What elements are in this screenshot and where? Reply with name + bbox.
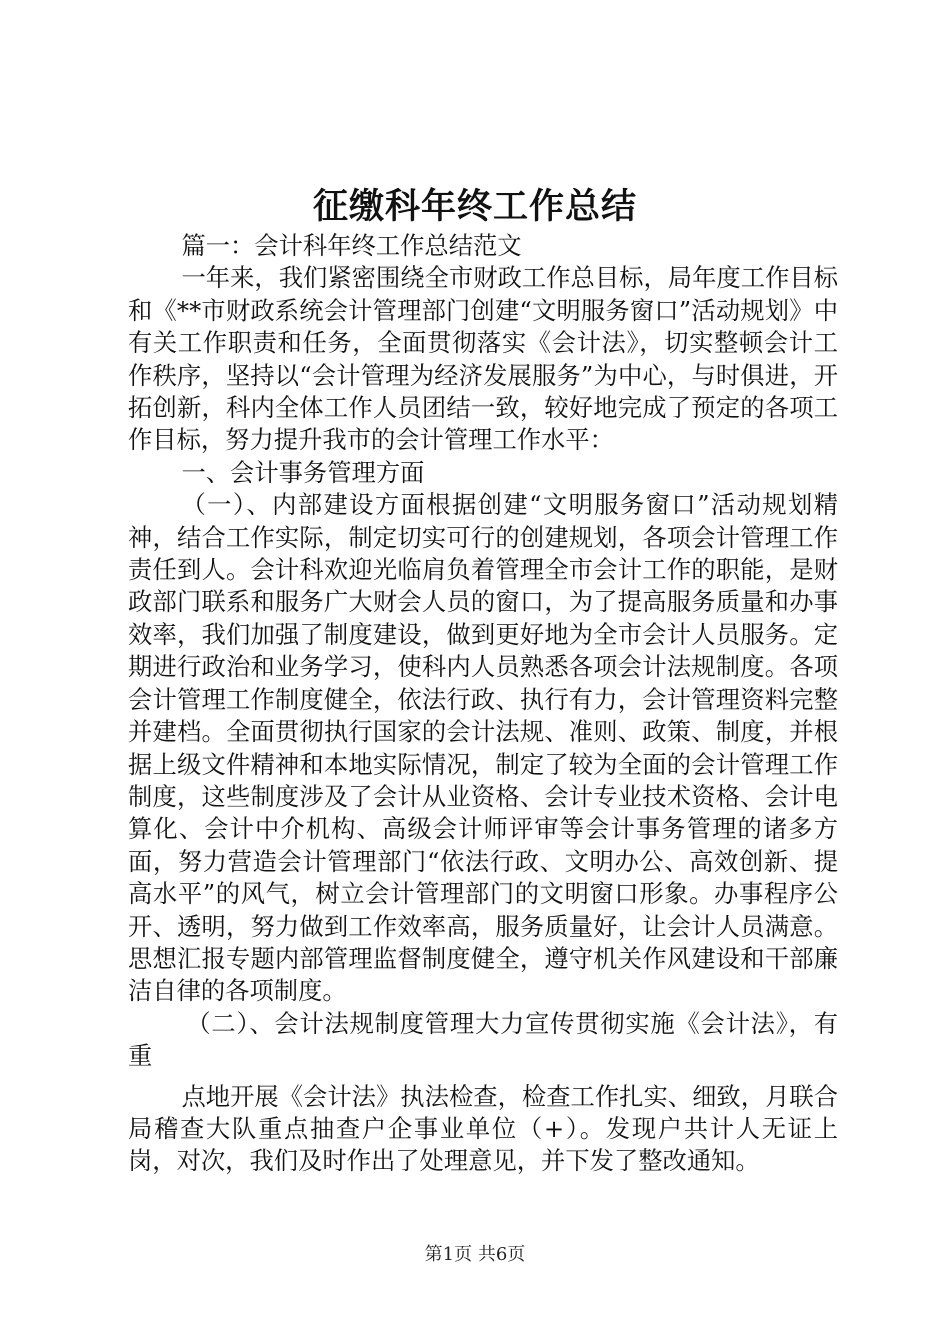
- intro-paragraph: 一年来，我们紧密围绕全市财政工作总目标，局年度工作目标和《**市财政系统会计管理部门创建“文明服务窗口”活动规划》中有关工作职责和任务，全面贯彻落实《会计法》，切实整顿会计工作秩序，坚持以“会计管理为经济发展服务”为中心，与时俱进，开拓创新，科内全体工作人员团结一致，较好地完成了预定的各项工作目标，努力提升我市的会计管理工作水平：: [128, 263, 838, 455]
- subsection-heading: 一、会计事务管理方面: [181, 457, 425, 487]
- document-body: [128, 230, 838, 1178]
- paragraph-regulation-management: （二）、会计法规制度管理大力宣传贯彻实施《会计法》，有重: [128, 1008, 838, 1071]
- paragraph-internal-construction: （一）、内部建设方面根据创建“文明服务窗口”活动规划精神，结合工作实际，制定切实可行的创建规划，各项会计管理工作责任到人。会计科欢迎光临肩负着管理全市会计工作的职能，是财政部门联系和服务广大财会人员的窗口，为了提高服务质量和办事效率，我们加强了制度建设，做到更好地为全市会计人员服务。定期进行政治和业务学习，使科内人员熟悉各项会计法规制度。各项会计管理工作制度健全，依法行政、执行有力，会计管理资料完整并建档。全面贯彻执行国家的会计法规、准则、政策、制度，并根据上级文件精神和本地实际情况，制定了较为全面的会计管理工作制度，这些制度涉及了会计从业资格、会计专业技术资格、会计电算化、会计中介机构、高级会计师评审等会计事务管理的诸多方面，努力营造会计管理部门“依法行政、文明办公、高效创新、提高水平”的风气，树立会计管理部门的文明窗口形象。办事程序公开、透明，努力做到工作效率高，服务质量好，让会计人员满意。思想汇报专题内部管理监督制度健全，遵守机关作风建设和干部廉洁自律的各项制度。: [128, 490, 838, 1006]
- document-title: 征缴科年终工作总结: [312, 186, 637, 227]
- page-number: 第1页 共6页: [424, 1244, 526, 1265]
- paragraph-inspection: 点地开展《会计法》执法检查，检查工作扎实、细致，月联合局稽查大队重点抽查户企事业单位（+）。发现户共计人无证上岗，对次，我们及时作出了处理意见，并下发了整改通知。: [128, 1081, 838, 1176]
- section-heading: 篇一：会计科年终工作总结范文: [181, 231, 522, 260]
